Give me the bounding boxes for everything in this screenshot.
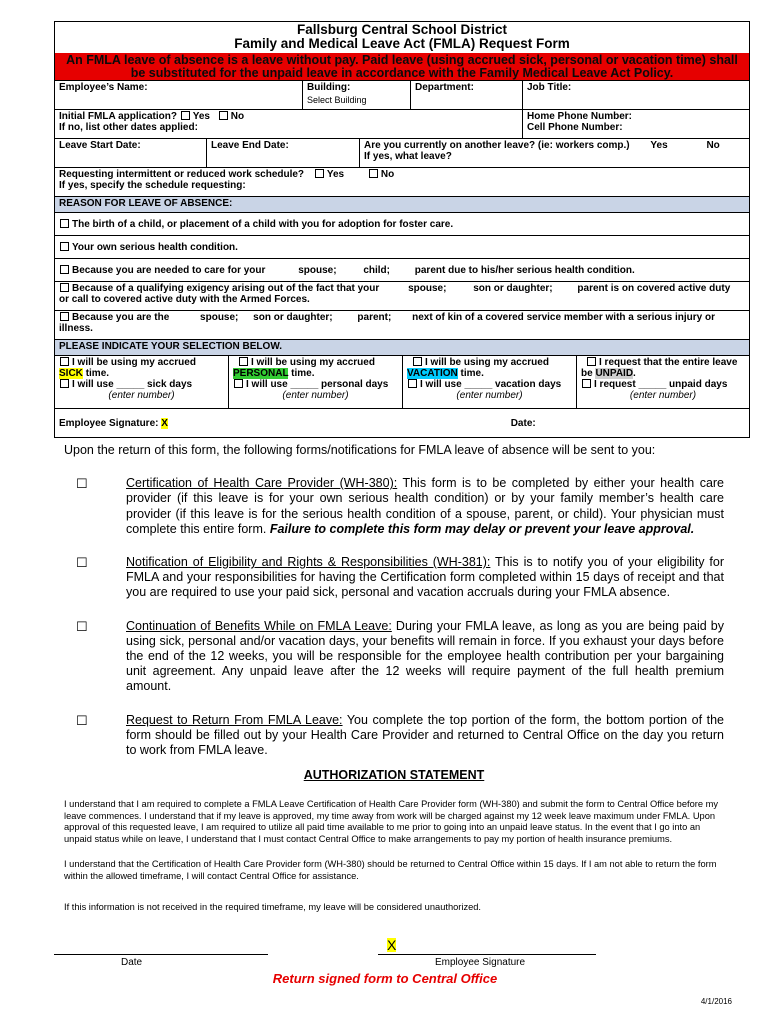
unpaid-option — [577, 356, 749, 408]
personal-days-label: I will use _____ personal days — [246, 379, 389, 390]
form-header — [55, 22, 749, 53]
benefits-text: During your FMLA leave, as long as you are being paid by using sick, personal and/or vacation days, your benefits will remain in force. If you exhaust your days before the end of the 12 weeks, you will be responsible for the employee health contribution per your bargaining unit agreement. Any unpaid leave after the 12 weeks will require payment of the full health premium amount. — [126, 618, 724, 694]
leave-start-field[interactable] — [55, 139, 207, 167]
vacation-days-checkbox[interactable] — [408, 379, 417, 388]
sick-days-label: I will use _____ sick days — [72, 379, 193, 390]
reason-row-own-health — [55, 235, 749, 258]
vacation-highlight: VACATION — [407, 368, 458, 379]
application-row — [55, 109, 749, 138]
other-dates-label: If no, list other dates applied: — [59, 122, 198, 133]
exigency-parent-option[interactable]: parent is on covered active duty — [577, 283, 731, 294]
another-leave-yes[interactable]: Yes — [650, 140, 668, 151]
reason-servicemember-label: Because you are the — [72, 312, 170, 323]
servicemember-continued-label: illness. — [59, 323, 93, 334]
reason-row-care — [55, 258, 749, 281]
fmla-request-form — [54, 21, 750, 438]
unpaid-days-checkbox[interactable] — [582, 379, 591, 388]
return-instruction: Return signed form to Central Office — [272, 971, 498, 986]
initial-no-label: No — [230, 111, 245, 122]
wh380-warning: Failure to complete this form may delay or prevent your leave approval. — [269, 521, 695, 536]
sick-time-label: time. — [85, 368, 110, 379]
signature-date-label: Date: — [510, 417, 536, 429]
date-line[interactable] — [54, 954, 268, 955]
notification-body — [64, 443, 724, 914]
employee-name-label: Employee’s Name: — [59, 82, 148, 93]
reason-birth-checkbox[interactable] — [60, 219, 69, 228]
employee-name-field[interactable] — [55, 81, 303, 109]
employee-signature-label: Employee Signature — [435, 957, 526, 968]
reason-header-row — [55, 196, 749, 212]
exigency-spouse-option[interactable]: spouse; — [408, 283, 447, 294]
sick-option — [55, 356, 229, 408]
servicemember-next-of-kin-option[interactable]: next of kin of a covered service member with a serious injury or — [412, 312, 715, 323]
unpaid-leave-warning: An FMLA leave of absence is a leave without pay. Paid leave (using accrued sick, personal or vacation time) shall be substituted for the unpaid leave in accordance with the Family Medical Leave Act Policy. — [55, 53, 749, 80]
personal-label: I will be using my accrued — [251, 357, 375, 368]
phone-fields[interactable] — [523, 110, 749, 138]
another-leave-field — [360, 139, 749, 167]
unpaid-period: . — [633, 368, 636, 379]
intermittent-field — [55, 168, 749, 196]
personal-days-checkbox[interactable] — [234, 379, 243, 388]
leave-dates-row — [55, 138, 749, 167]
unpaid-highlight: UNPAID — [595, 368, 634, 379]
personal-highlight: PERSONAL — [233, 368, 289, 379]
initial-no-checkbox[interactable] — [219, 111, 228, 120]
signature-field[interactable] — [55, 417, 749, 430]
reason-servicemember-checkbox[interactable] — [60, 312, 69, 321]
vacation-label: I will be using my accrued — [425, 357, 549, 368]
wh380-text: This form is to be completed by either your health care provider (if this leave is for your own serious health condition) or by your family member’s health care provider (if this leave is for the serious health condition of a spouse, parent, or child). Your physician must complete this entire form. — [126, 476, 725, 536]
signature-line[interactable] — [378, 954, 596, 955]
date-label: Date — [121, 957, 143, 968]
schedule-specify-label: If yes, specify the schedule requesting: — [59, 180, 246, 191]
authorization-paragraph: I understand that the Certification of Health Care Provider form (WH-380) should be returned to Central Office within 15 days. If I am not able to return the form within the allowed timeframe, I will contact Central Office for assistance. — [64, 859, 717, 881]
form-title: Family and Medical Leave Act (FMLA) Request Form — [234, 36, 570, 51]
initial-yes-label: Yes — [192, 111, 210, 122]
sick-label: I will be using my accrued — [72, 357, 196, 368]
personal-option — [229, 356, 403, 408]
care-spouse-option[interactable]: spouse; — [298, 264, 337, 276]
selection-header-row — [55, 339, 749, 355]
sick-checkbox[interactable] — [60, 357, 69, 366]
what-leave-label: If yes, what leave? — [364, 151, 452, 162]
notification-item — [64, 555, 724, 601]
job-title-label: Job Title: — [527, 82, 572, 93]
sick-days-checkbox[interactable] — [60, 379, 69, 388]
care-child-option[interactable]: child; — [363, 264, 390, 276]
initial-app-label: Initial FMLA application? — [59, 111, 177, 122]
personal-enter-number: (enter number) — [282, 390, 349, 401]
exigency-son-daughter-option[interactable]: son or daughter; — [473, 283, 553, 294]
intermittent-yes-label: Yes — [326, 169, 345, 180]
servicemember-son-daughter-option[interactable]: son or daughter; — [253, 312, 333, 323]
vacation-days-label: I will use _____ vacation days — [420, 379, 562, 390]
department-label: Department: — [415, 82, 474, 93]
reason-care-checkbox[interactable] — [60, 265, 69, 274]
employee-signature-row — [55, 408, 749, 437]
servicemember-spouse-option[interactable]: spouse; — [200, 312, 239, 323]
personal-checkbox[interactable] — [239, 357, 248, 366]
personal-time-label: time. — [291, 368, 315, 379]
wh380-title: Certification of Health Care Provider (WH-380): — [126, 476, 398, 491]
intermittent-label: Requesting intermittent or reduced work schedule? — [59, 169, 305, 180]
revision-date: 4/1/2016 — [700, 997, 732, 1006]
benefits-title: Continuation of Benefits While on FMLA Leave: — [126, 618, 392, 633]
reason-exigency-checkbox[interactable] — [60, 283, 69, 292]
reason-row-servicemember — [55, 310, 749, 339]
department-field[interactable] — [411, 81, 523, 109]
signature-x-marker: X — [161, 417, 168, 429]
unpaid-enter-number: (enter number) — [629, 390, 697, 401]
building-select[interactable]: Select Building — [307, 95, 367, 105]
return-title: Request to Return From FMLA Leave: — [126, 712, 343, 727]
unpaid-prefix: be — [581, 368, 593, 379]
vacation-enter-number: (enter number) — [456, 390, 523, 401]
intermittent-yes-checkbox[interactable] — [315, 169, 324, 178]
item-checkbox-glyph[interactable]: ☐ — [76, 555, 88, 571]
item-checkbox-glyph[interactable]: ☐ — [76, 476, 88, 492]
care-parent-option[interactable]: parent due to his/her serious health condition. — [414, 264, 635, 276]
sick-enter-number: (enter number) — [108, 390, 175, 401]
building-label: Building: — [307, 82, 351, 93]
notification-item — [64, 476, 724, 537]
selection-options-row — [55, 355, 749, 408]
reason-row-exigency — [55, 281, 749, 310]
reason-own-health-label: Your own serious health condition. — [72, 241, 238, 253]
home-phone-label: Home Phone Number: — [527, 111, 633, 122]
servicemember-parent-option[interactable]: parent; — [357, 312, 392, 323]
item-checkbox-glyph[interactable]: ☐ — [76, 618, 88, 634]
reason-care-label: Because you are needed to care for your — [72, 264, 266, 276]
reason-birth-label: The birth of a child, or placement of a child with you for adoption for foster care. — [72, 218, 454, 230]
district-name: Fallsburg Central School District — [296, 22, 508, 37]
footer-signature-x: X — [387, 937, 397, 953]
selection-title: PLEASE INDICATE YOUR SELECTION BELOW. — [59, 341, 282, 352]
leave-start-label: Leave Start Date: — [59, 140, 141, 151]
vacation-checkbox[interactable] — [413, 357, 422, 366]
item-checkbox-glyph[interactable]: ☐ — [76, 712, 88, 728]
intermittent-no-label: No — [380, 169, 395, 180]
signature-label: Employee Signature: — [59, 417, 159, 429]
authorization-title: AUTHORIZATION STATEMENT — [303, 768, 485, 783]
another-leave-label: Are you currently on another leave? (ie: workers comp.) — [364, 140, 630, 151]
initial-application-field — [55, 110, 523, 138]
exigency-continued-label: or call to covered active duty with the Armed Forces. — [59, 294, 310, 305]
leave-end-label: Leave End Date: — [211, 140, 289, 151]
reason-row-birth — [55, 212, 749, 235]
employee-info-row — [55, 80, 749, 109]
initial-yes-checkbox[interactable] — [181, 111, 190, 120]
wh381-text: This is to notify you of your eligibility for FMLA and your responsibilities for having the Certification form completed within 15 days of receipt and that you are required to use your paid sick, personal and vacation accruals during your FMLA absence. — [126, 555, 725, 600]
authorization-paragraph: I understand that I am required to complete a FMLA Leave Certification of Health Care Provider form (WH-380) and submit the form to Central Office before my leave commences. I understand that if my leave is approved, my time away from work will be charged against my 12 week leave maximum under FMLA. Upon approval of this requested leave, I am required to utilize all paid time available to me prior to going into an unpaid leave status. In the event that I go into an unpaid status while on leave, I understand that I must contact Central Office to make arrangements to pay my portion of health insurance premiums. — [64, 799, 719, 844]
return-text: You complete the top portion of the form, the bottom portion of the form should be filled out by your Health Care Provider and returned to Central Office on the day you return to work from FMLA leave. — [126, 712, 724, 758]
unpaid-label: I request that the entire leave — [599, 357, 738, 368]
unpaid-days-label: I request _____ unpaid days — [594, 379, 728, 390]
vacation-time-label: time. — [460, 368, 484, 379]
intro-text: Upon the return of this form, the following forms/notifications for FMLA leave of absence will be sent to you: — [64, 443, 656, 457]
notification-item — [64, 713, 724, 759]
reason-own-health-checkbox[interactable] — [60, 242, 69, 251]
leave-end-field[interactable] — [207, 139, 360, 167]
authorization-paragraph: If this information is not received in the required timeframe, my leave will be considered unauthorized. — [64, 902, 482, 913]
intermittent-row — [55, 167, 749, 196]
intermittent-no-checkbox[interactable] — [369, 169, 378, 178]
sick-highlight: SICK — [59, 368, 83, 379]
reason-exigency-label: Because of a qualifying exigency arising out of the fact that your — [72, 283, 380, 294]
building-field[interactable] — [303, 81, 411, 109]
cell-phone-label: Cell Phone Number: — [527, 122, 623, 133]
another-leave-no[interactable]: No — [706, 140, 720, 151]
unpaid-checkbox[interactable] — [587, 357, 596, 366]
notification-item — [64, 619, 724, 695]
reason-title: REASON FOR LEAVE OF ABSENCE: — [59, 198, 233, 209]
job-title-field[interactable] — [523, 81, 749, 109]
vacation-option — [403, 356, 577, 408]
wh381-title: Notification of Eligibility and Rights & Responsibilities (WH-381): — [126, 555, 491, 570]
